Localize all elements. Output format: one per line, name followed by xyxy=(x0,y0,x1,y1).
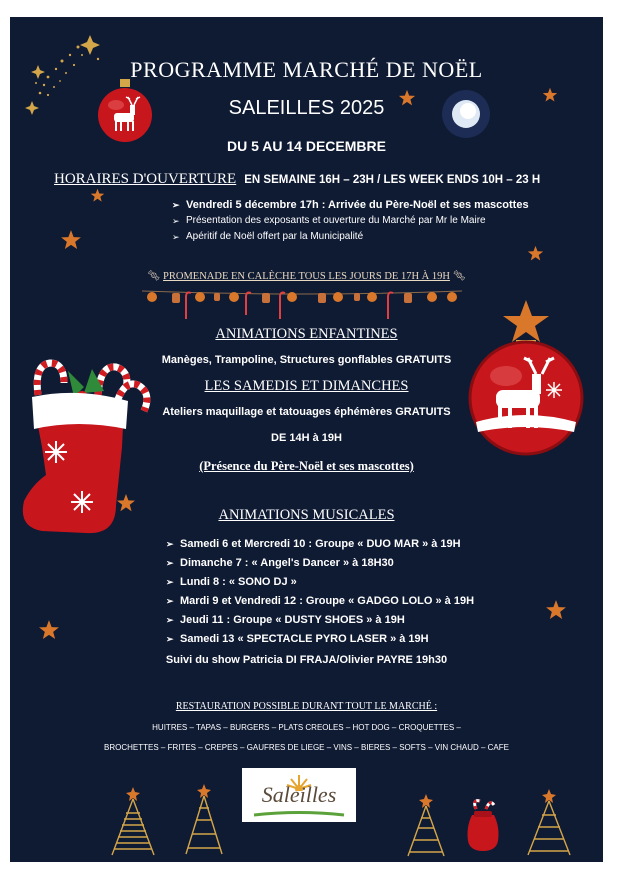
opening-events-list xyxy=(172,197,529,245)
list-item: ➢ Lundi 8 : « SONO DJ » xyxy=(166,573,474,592)
promenade-banner xyxy=(10,269,603,282)
opening-hours xyxy=(54,170,540,188)
gift-sack-icon xyxy=(462,797,504,852)
food-menu-line-1: HUITRES – TAPAS – BURGERS – PLATS CREOLES – HOT DOG – CROQUETTES – xyxy=(152,723,461,732)
food-heading: RESTAURATION POSSIBLE DURANT TOUT LE MARCHÉ : xyxy=(175,701,438,712)
christmas-tree-icon xyxy=(518,787,580,859)
weekend-heading: LES SAMEDIS ET DIMANCHES xyxy=(204,378,409,394)
list-item: ➢ Apéritif de Noël offert par la Municipalité xyxy=(172,229,529,245)
promenade-text: PROMENADE EN CALÈCHE TOUS LES JOURS DE 17H À 19H xyxy=(163,271,450,282)
list-item: ➢ Mardi 9 et Vendredi 12 : Groupe « GADGO LOLO » à 19H xyxy=(166,592,474,611)
star-icon xyxy=(38,619,60,641)
children-heading: ANIMATIONS ENFANTINES xyxy=(215,326,398,342)
candy-cane-icon: 🍬︎ xyxy=(449,271,466,282)
santa-presence: (Présence du Père-Noël et ses mascottes) xyxy=(199,459,414,473)
saleilles-logo xyxy=(242,768,356,822)
star-icon xyxy=(60,229,82,251)
christmas-tree-icon xyxy=(102,785,164,859)
poster-title: PROGRAMME MARCHÉ DE NOËL xyxy=(130,57,483,82)
event-dates: DU 5 AU 14 DECEMBRE xyxy=(227,138,386,154)
poster-subtitle: SALEILLES 2025 xyxy=(228,97,385,119)
list-item: ➢ Vendredi 5 décembre 17h : Arrivée du Père-Noël et ses mascottes xyxy=(172,197,529,213)
christmas-tree-icon xyxy=(402,792,450,860)
star-icon xyxy=(527,245,544,262)
list-item: ➢ Dimanche 7 : « Angel's Dancer » à 18H30 xyxy=(166,554,474,573)
christmas-tree-icon xyxy=(180,782,228,858)
list-item: ➢ Samedi 13 « SPECTACLE PYRO LASER » à 19H xyxy=(166,630,474,649)
music-heading: ANIMATIONS MUSICALES xyxy=(218,507,395,523)
star-icon xyxy=(90,188,105,203)
weekend-hours: DE 14H à 19H xyxy=(271,432,342,444)
candy-cane-icon: 🍬︎ xyxy=(147,271,164,282)
weekend-workshops: Ateliers maquillage et tatouages éphémères GRATUITS xyxy=(162,406,451,418)
garland-icon xyxy=(142,285,462,321)
christmas-market-poster xyxy=(10,17,603,862)
list-item: ➢ Présentation des exposants et ouverture du Marché par Mr le Maire xyxy=(172,213,529,229)
children-activities: Manèges, Trampoline, Structures gonflables GRATUITS xyxy=(161,354,452,366)
logo-swoosh-icon xyxy=(252,810,346,818)
logo-text: Saleilles xyxy=(261,782,337,807)
show-line: Suivi du show Patricia DI FRAJA/Olivier PAYRE 19h30 xyxy=(165,654,448,666)
list-item: ➢ Samedi 6 et Mercredi 10 : Groupe « DUO MAR » à 19H xyxy=(166,535,474,554)
opening-hours-value: EN SEMAINE 16H – 23H / LES WEEK ENDS 10H – 23 H xyxy=(244,174,541,186)
food-menu-line-2: BROCHETTES – FRITES – CREPES – GAUFRES DE LIEGE – VINS – BIERES – SOFTS – VIN CHAUD – CAFE xyxy=(104,743,509,752)
opening-hours-label: HORAIRES D'OUVERTURE xyxy=(54,171,237,187)
list-item: ➢ Jeudi 11 : Groupe « DUSTY SHOES » à 19H xyxy=(166,611,474,630)
music-events-list xyxy=(166,535,474,649)
star-icon xyxy=(545,599,567,621)
